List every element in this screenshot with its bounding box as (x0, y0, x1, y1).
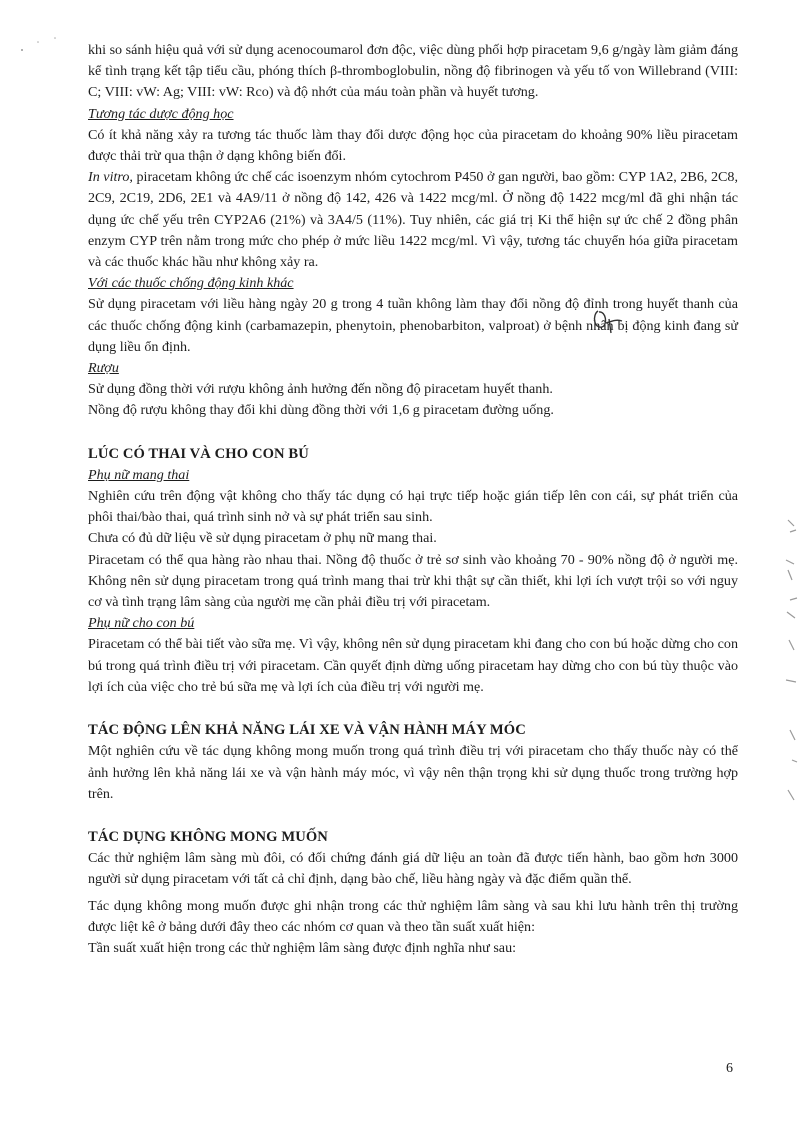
driving-section-title: TÁC ĐỘNG LÊN KHẢ NĂNG LÁI XE VÀ VẬN HÀNH MÁY MÓC (88, 722, 526, 739)
alcohol-heading: Rượu (88, 360, 119, 377)
pregnancy-paragraph-1: Nghiên cứu trên động vật không cho thấy tác dụng có hại trực tiếp hoặc gián tiếp lên con cái, sự phát triển của phôi thai/bào thai, quá trình sinh nở và sự phát triển sau sinh. (88, 488, 738, 526)
lactation-paragraph: Piracetam có thể bài tiết vào sữa mẹ. Vì vậy, không nên sử dụng piracetam khi đang cho con bú hoặc dừng cho con bú trong quá trình điều trị với piracetam. Cần quyết định dừng uống piracetam hay dừng cho con bú tùy thuộc vào lợi ích của việc cho trẻ bú sữa mẹ và lợi ích của điều trị với người mẹ. (88, 636, 738, 695)
in-vitro-label: In vitro, (88, 169, 133, 186)
pk-paragraph-2 (88, 167, 738, 273)
scan-dots-icon (10, 30, 70, 60)
pregnancy-section-title: LÚC CÓ THAI VÀ CHO CON BÚ (88, 445, 309, 462)
pregnancy-paragraph-3: Piracetam có thể qua hàng rào nhau thai. Nồng độ thuốc ở trẻ sơ sinh vào khoảng 70 - 90% nồng độ ở người mẹ. Không nên sử dụng piracetam trong quá trình mang thai trừ khi thật sự cần thiết, khi lợi ích vượt trội so với nguy cơ và tình trạng lâm sàng của người mẹ cần phải điều trị với piracetam. (88, 551, 738, 611)
adverse-effects-paragraph-1: Các thử nghiệm lâm sàng mù đôi, có đối chứng đánh giá dữ liệu an toàn đã được tiến hành, bao gồm hơn 3000 người sử dụng piracetam với tất cả chỉ định, dạng bào chế, liều hàng ngày và đặc điểm quần thể. (88, 850, 738, 888)
pk-paragraph-1: Có ít khả năng xảy ra tương tác thuốc làm thay đổi dược động học của piracetam do khoảng 90% liều piracetam được thải trừ qua thận ở dạng không biến đổi. (88, 126, 738, 165)
adverse-effects-section-title: TÁC DỤNG KHÔNG MONG MUỐN (88, 828, 328, 845)
scanner-edge-marks-icon (770, 500, 799, 820)
adverse-effects-paragraph-3: Tần suất xuất hiện trong các thử nghiệm lâm sàng được định nghĩa như sau: (88, 939, 517, 956)
driving-paragraph: Một nghiên cứu về tác dụng không mong muốn trong quá trình điều trị với piracetam cho thấy thuốc này có thể ảnh hưởng lên khả năng lái xe và vận hành máy móc, vì vậy nên thận trọng khi sử dụng thuốc trong trường hợp trên. (88, 743, 738, 802)
document-body (88, 40, 738, 959)
alcohol-paragraph-1: Sử dụng đồng thời với rượu không ảnh hưởng đến nồng độ piracetam huyết thanh. (88, 381, 553, 398)
page-number: 6 (726, 1061, 733, 1076)
pk-paragraph-2-text: piracetam không ức chế các isoenzym nhóm cytochrom P450 ở gan người, bao gồm: CYP 1A2, 2B6, 2C8, 2C9, 2C19, 2D6, 2E1 và 4A9/11 ở nồng độ 142, 426 và 1422 mcg/ml. Ở nồng độ 1422 mcg/ml đã ghi nhận tác dụng ức chế yếu trên CYP2A6 (21%) và 3A4/5 (11%). Tuy nhiên, các giá trị Ki thể hiện sự ức chế 2 đồng phân enzym CYP trên nằm trong mức cho phép ở mức liều 1422 mcg/ml. Vì vậy, tương tác chuyển hóa giữa piracetam và các thuốc khác hầu như không xảy ra. (88, 169, 738, 271)
antiepileptic-heading: Với các thuốc chống động kinh khác (88, 275, 294, 292)
lactation-heading: Phụ nữ cho con bú (88, 615, 195, 632)
antiepileptic-paragraph: Sử dụng piracetam với liều hàng ngày 20 g trong 4 tuần không làm thay đổi nồng độ đỉnh trong huyết thanh của các thuốc chống động kinh (carbamazepin, phenytoin, phenobarbiton, valproat) ở bệnh nhân bị động kinh đang sử dụng liều ổn định. (88, 296, 738, 355)
intro-paragraph: khi so sánh hiệu quả với sử dụng acenocoumarol đơn độc, việc dùng phối hợp piracetam 9,6 g/ngày làm giảm đáng kể tình trạng kết tập tiểu cầu, phóng thích β-thromboglobulin, nồng độ fibrinogen và yếu tố von Willebrand (VIII: C; VIII: vW: Ag; VIII: vW: Rco) và độ nhớt của máu toàn phần và huyết tương. (88, 42, 738, 101)
handwritten-initials-icon (590, 305, 626, 339)
alcohol-paragraph-2: Nồng độ rượu không thay đổi khi dùng đồng thời với 1,6 g piracetam đường uống. (88, 402, 554, 419)
pregnancy-paragraph-2: Chưa có đủ dữ liệu về sử dụng piracetam ở phụ nữ mang thai. (88, 530, 437, 547)
pregnancy-heading: Phụ nữ mang thai (88, 466, 190, 483)
adverse-effects-paragraph-2: Tác dụng không mong muốn được ghi nhận trong các thử nghiệm lâm sàng và sau khi lưu hành trên thị trường được liệt kê ở bảng dưới đây theo các nhóm cơ quan và theo tần suất xuất hiện: (88, 897, 738, 935)
pk-heading: Tương tác dược động học (88, 105, 234, 122)
